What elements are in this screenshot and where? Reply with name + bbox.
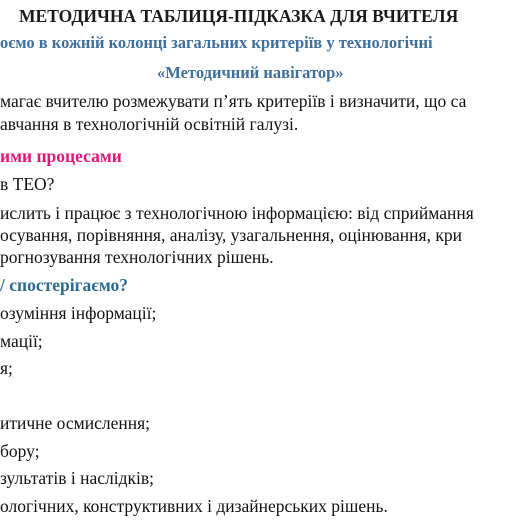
description-line-3: рогнозування технологічних рішень.: [0, 247, 274, 267]
document-subtitle-line-1: оємо в кожній колонці загальних критеріїв у технологічні: [0, 33, 433, 52]
description-line-1: ислить і працює з технологічною інформацією: від сприймання: [0, 203, 474, 223]
list-item: итичне осмислення;: [0, 413, 150, 433]
list-item: мації;: [0, 331, 43, 351]
intro-paragraph-line-2: авчання в технологічній освітній галузі.: [0, 114, 299, 134]
list-item: озуміння інформації;: [0, 303, 157, 323]
description-line-2: осування, порівняння, аналізу, узагальнення, оцінювання, кри: [0, 225, 462, 245]
list-item: зультатів і наслідків;: [0, 468, 155, 488]
list-item: бору;: [0, 441, 40, 461]
section-heading-observe: / спостерігаємо?: [0, 275, 129, 295]
list-item: ологічних, конструктивних і дизайнерських рішень.: [0, 496, 388, 516]
list-item: я;: [0, 358, 13, 378]
question-line: в ТЕО?: [0, 174, 55, 194]
document-subtitle-line-2: «Методичний навігатор»: [157, 63, 344, 82]
intro-paragraph-line-1: магає вчителю розмежувати п’ять критеріїв і визначити, що са: [0, 91, 467, 111]
document-title: МЕТОДИЧНА ТАБЛИЦЯ-ПІДКАЗКА ДЛЯ ВЧИТЕЛЯ: [19, 6, 459, 26]
section-heading-processes: ими процесами: [0, 146, 122, 166]
